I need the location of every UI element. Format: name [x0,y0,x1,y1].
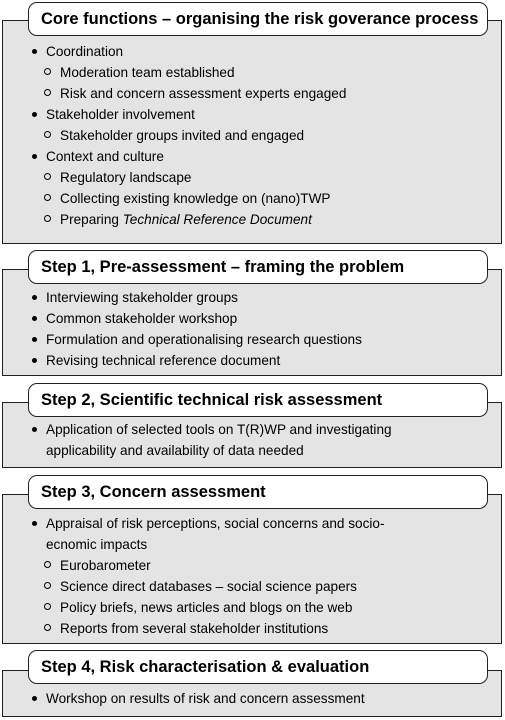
step1-header: Step 1, Pre-assessment – framing the problem [28,250,488,284]
core-functions-list [30,41,495,230]
list-item: Interviewing stakeholder groups [30,287,495,308]
sub-list-item: Stakeholder groups invited and engaged [30,125,495,146]
list-item: Appraisal of risk perceptions, social concerns and socio- ecnomic impacts [30,513,495,555]
core-functions-header: Core functions – organising the risk goverance process [28,2,488,36]
sub-list-item: Policy briefs, news articles and blogs on the web [30,597,495,618]
technical-reference-document-text: Technical Reference Document [122,212,312,227]
list-item: Common stakeholder workshop [30,308,495,329]
step3-header: Step 3, Concern assessment [28,475,488,509]
sub-list-item: Risk and concern assessment experts engaged [30,83,495,104]
list-item: Workshop on results of risk and concern assessment [30,688,495,709]
sub-list-item: Moderation team established [30,62,495,83]
sub-list-item: Reports from several stakeholder institutions [30,618,495,639]
list-item: Formulation and operationalising research questions [30,329,495,350]
list-item: Revising technical reference document [30,350,495,371]
step4-header: Step 4, Risk characterisation & evaluation [28,650,488,684]
sub-list-item: Eurobarometer [30,555,495,576]
sub-list-item: Preparing Technical Reference Document [30,209,495,230]
step2-list [30,419,495,461]
sub-list-item: Collecting existing knowledge on (nano)TWP [30,188,495,209]
step3-list [30,513,495,639]
list-item: Context and culture [30,146,495,167]
sub-list-item: Science direct databases – social science papers [30,576,495,597]
step4-list [30,688,495,709]
sub-list-item: Regulatory landscape [30,167,495,188]
step2-header: Step 2, Scientific technical risk assessment [28,383,488,417]
list-item: Coordination [30,41,495,62]
step1-list [30,287,495,371]
list-item: Application of selected tools on T(R)WP and investigating applicability and availability of data needed [30,419,495,461]
list-item: Stakeholder involvement [30,104,495,125]
